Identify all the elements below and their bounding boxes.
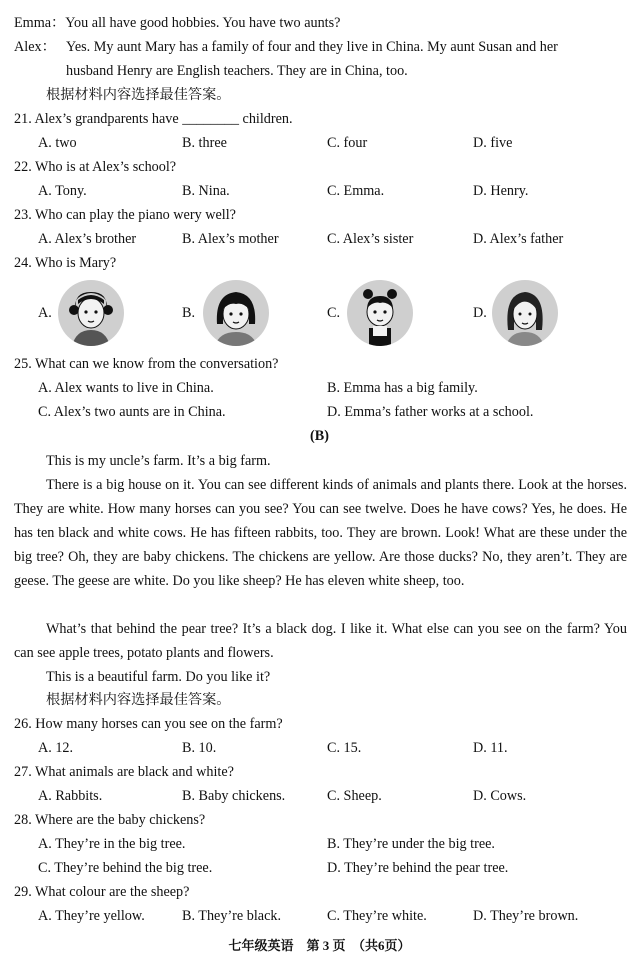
passage-text: There is a big house on it. You can see different kinds of animals and plants there. Look at the horses. They are white. How many horses can you see? You can see twelve. Does he have cows? Yes, he does. He has ten black and white cows. He has fifteen rabbits, too. They are brown. Look! What are these under the big tree? Oh, they are baby chickens. The chickens are yellow. Are those ducks? No, they aren’t. They are geese. The geese are white. Do you like sheep? He has eleven white sheep, too. bbox=[14, 477, 627, 589]
question-24: 24. Who is Mary? bbox=[14, 255, 117, 271]
option-29-d[interactable]: D. They’re brown. bbox=[473, 908, 579, 924]
option-24-c[interactable]: C. bbox=[327, 305, 341, 321]
passage-para-4: This is a beautiful farm. Do you like it? bbox=[46, 669, 271, 685]
option-24-d[interactable]: D. bbox=[473, 305, 487, 321]
question-26: 26. How many horses can you see on the farm? bbox=[14, 716, 283, 732]
girl-portrait-c-icon bbox=[347, 280, 413, 346]
option-27-c[interactable]: C. Sheep. bbox=[327, 788, 382, 804]
option-21-a[interactable]: A. two bbox=[38, 135, 77, 151]
question-28: 28. Where are the baby chickens? bbox=[14, 812, 206, 828]
passage-para-3 bbox=[14, 618, 627, 666]
dialogue-line-alex bbox=[14, 36, 558, 60]
passage-para-2 bbox=[14, 474, 627, 594]
option-24-b[interactable]: B. bbox=[182, 305, 196, 321]
option-25-d[interactable]: D. Emma’s father works at a school. bbox=[327, 404, 534, 420]
option-22-a[interactable]: A. Tony. bbox=[38, 183, 87, 199]
option-21-d[interactable]: D. five bbox=[473, 135, 513, 151]
option-28-b[interactable]: B. They’re under the big tree. bbox=[327, 836, 495, 852]
option-25-c[interactable]: C. Alex’s two aunts are in China. bbox=[38, 404, 226, 420]
instruction-b: 根据材料内容选择最佳答案。 bbox=[46, 692, 231, 708]
option-28-d[interactable]: D. They’re behind the pear tree. bbox=[327, 860, 509, 876]
woman-portrait-d-icon bbox=[492, 280, 558, 346]
option-29-a[interactable]: A. They’re yellow. bbox=[38, 908, 145, 924]
question-22: 22. Who is at Alex’s school? bbox=[14, 159, 177, 175]
dialogue-text: You all have good hobbies. You have two aunts? bbox=[65, 15, 341, 31]
dialogue-line-alex-cont bbox=[66, 60, 408, 84]
question-29: 29. What colour are the sheep? bbox=[14, 884, 190, 900]
option-29-c[interactable]: C. They’re white. bbox=[327, 908, 427, 924]
option-24-a[interactable]: A. bbox=[38, 305, 52, 321]
passage-text: What’s that behind the pear tree? It’s a black dog. I like it. What else can you see on the farm? You can see apple trees, potato plants and flowers. bbox=[14, 621, 627, 661]
option-23-c[interactable]: C. Alex’s sister bbox=[327, 231, 414, 247]
option-26-d[interactable]: D. 11. bbox=[473, 740, 508, 756]
option-25-b[interactable]: B. Emma has a big family. bbox=[327, 380, 478, 396]
question-25: 25. What can we know from the conversation? bbox=[14, 356, 279, 372]
option-21-c[interactable]: C. four bbox=[327, 135, 368, 151]
passage-para-1: This is my uncle’s farm. It’s a big farm. bbox=[46, 453, 271, 469]
option-29-b[interactable]: B. They’re black. bbox=[182, 908, 282, 924]
speaker-emma: Emma： bbox=[14, 15, 66, 31]
page-footer: 七年级英语 第 3 页 （共6页） bbox=[228, 938, 411, 953]
option-22-d[interactable]: D. Henry. bbox=[473, 183, 529, 199]
section-b-title: (B) bbox=[310, 428, 329, 444]
option-23-d[interactable]: D. Alex’s father bbox=[473, 231, 564, 247]
option-23-b[interactable]: B. Alex’s mother bbox=[182, 231, 279, 247]
option-21-b[interactable]: B. three bbox=[182, 135, 227, 151]
option-22-c[interactable]: C. Emma. bbox=[327, 183, 385, 199]
option-23-a[interactable]: A. Alex’s brother bbox=[38, 231, 137, 247]
dialogue-text: Yes. My aunt Mary has a family of four and they live in China. My aunt Susan and her bbox=[66, 39, 558, 55]
instruction-a: 根据材料内容选择最佳答案。 bbox=[46, 87, 231, 103]
option-28-c[interactable]: C. They’re behind the big tree. bbox=[38, 860, 213, 876]
option-27-a[interactable]: A. Rabbits. bbox=[38, 788, 103, 804]
option-25-a[interactable]: A. Alex wants to live in China. bbox=[38, 380, 214, 396]
question-21: 21. Alex’s grandparents have ________ children. bbox=[14, 111, 293, 127]
dialogue-line-emma bbox=[14, 12, 340, 36]
dialogue-text: husband Henry are English teachers. They are in China, too. bbox=[66, 63, 408, 79]
option-27-b[interactable]: B. Baby chickens. bbox=[182, 788, 286, 804]
speaker-alex: Alex： bbox=[14, 39, 56, 55]
option-22-b[interactable]: B. Nina. bbox=[182, 183, 230, 199]
option-28-a[interactable]: A. They’re in the big tree. bbox=[38, 836, 186, 852]
option-26-b[interactable]: B. 10. bbox=[182, 740, 217, 756]
option-26-c[interactable]: C. 15. bbox=[327, 740, 362, 756]
girl-portrait-b-icon bbox=[203, 280, 269, 346]
girl-portrait-a-icon bbox=[58, 280, 124, 346]
question-27: 27. What animals are black and white? bbox=[14, 764, 234, 780]
option-27-d[interactable]: D. Cows. bbox=[473, 788, 527, 804]
question-23: 23. Who can play the piano wery well? bbox=[14, 207, 236, 223]
option-26-a[interactable]: A. 12. bbox=[38, 740, 74, 756]
